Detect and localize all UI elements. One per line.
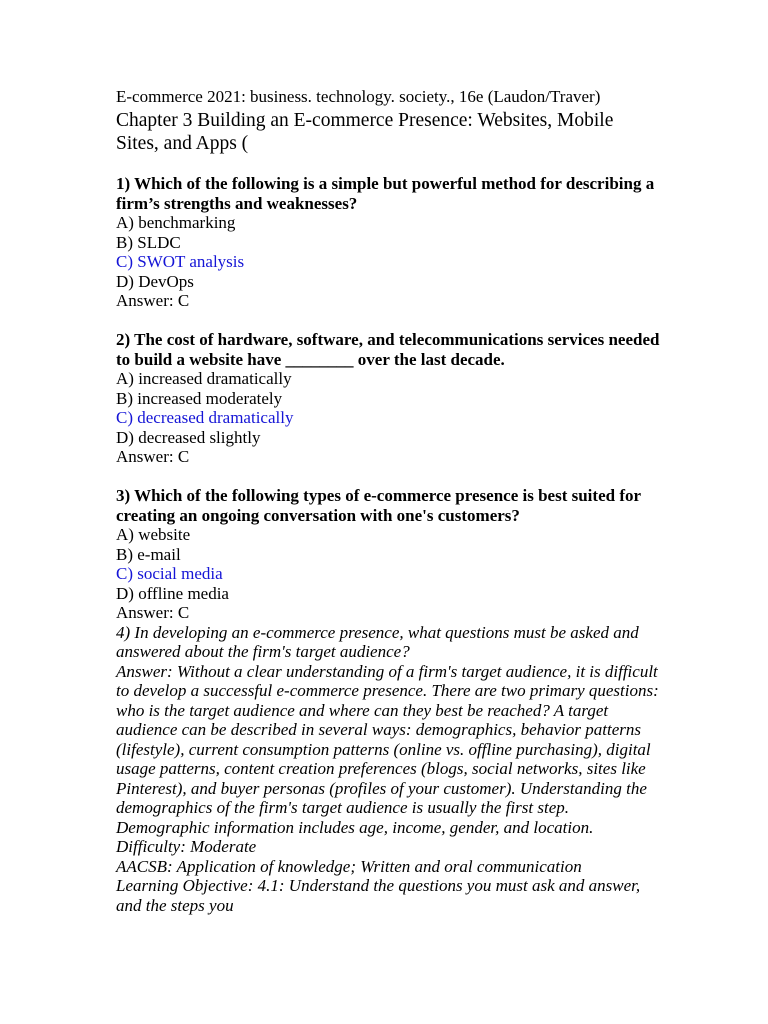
answer-key: Answer: C bbox=[116, 291, 190, 310]
chapter-title: Chapter 3 Building an E-commerce Presence: Websites, Mobile Sites, and Apps ( bbox=[116, 110, 614, 154]
question-text: 3) Which of the following types of e-commerce presence is best suited for creating an ongoing conversation with one's customers? bbox=[116, 486, 641, 525]
option-c-correct: C) SWOT analysis bbox=[116, 252, 245, 271]
essay-question-text: 4) In developing an e-commerce presence, what questions must be asked and answered about the firm's target audience? bbox=[116, 622, 639, 661]
question-2 bbox=[116, 330, 661, 467]
question-text: 1) Which of the following is a simple but powerful method for describing a firm’s strengths and weaknesses? bbox=[116, 174, 655, 213]
option-b: B) SLDC bbox=[116, 232, 181, 252]
question-text: 2) The cost of hardware, software, and telecommunications services needed to build a website have ________ over the last decade. bbox=[116, 330, 660, 369]
option-d: D) decreased slightly bbox=[116, 427, 261, 447]
essay-learning-objective: Learning Objective: 4.1: Understand the questions you must ask and answer, and the steps you bbox=[116, 876, 641, 915]
answer-key: Answer: C bbox=[116, 603, 190, 622]
essay-difficulty: Difficulty: Moderate bbox=[116, 837, 257, 856]
option-a: A) increased dramatically bbox=[116, 369, 292, 388]
essay-answer-text: Answer: Without a clear understanding of a firm's target audience, it is difficult to develop a successful e-commerce presence. There are two primary questions: who is the target audience and where can they best be reached? A target audience can be described in several ways: demographics, behavior patterns (lifestyle), current consumption patterns (online vs. offline purchasing), digital usage patterns, content creation preferences (blogs, social networks, sites like Pinterest), and buyer personas (profiles of your customer). Understanding the demographics of the firm's target audience is usually the first step. Demographic information includes age, income, gender, and location. bbox=[116, 661, 659, 837]
book-title: E-commerce 2021: business. technology. society., 16e (Laudon/Traver) bbox=[116, 87, 601, 106]
question-1 bbox=[116, 174, 661, 311]
option-a: A) benchmarking bbox=[116, 213, 236, 232]
option-a: A) website bbox=[116, 525, 191, 544]
option-c-correct: C) social media bbox=[116, 564, 223, 583]
essay-question-4 bbox=[116, 623, 661, 916]
essay-aacsb: AACSB: Application of knowledge; Written and oral communication bbox=[116, 856, 582, 876]
document-content bbox=[116, 87, 661, 915]
option-b: B) e-mail bbox=[116, 544, 181, 564]
option-b: B) increased moderately bbox=[116, 388, 283, 408]
option-d: D) offline media bbox=[116, 583, 229, 603]
answer-key: Answer: C bbox=[116, 447, 190, 466]
option-d: D) DevOps bbox=[116, 271, 194, 291]
option-c-correct: C) decreased dramatically bbox=[116, 408, 294, 427]
question-3 bbox=[116, 486, 661, 623]
